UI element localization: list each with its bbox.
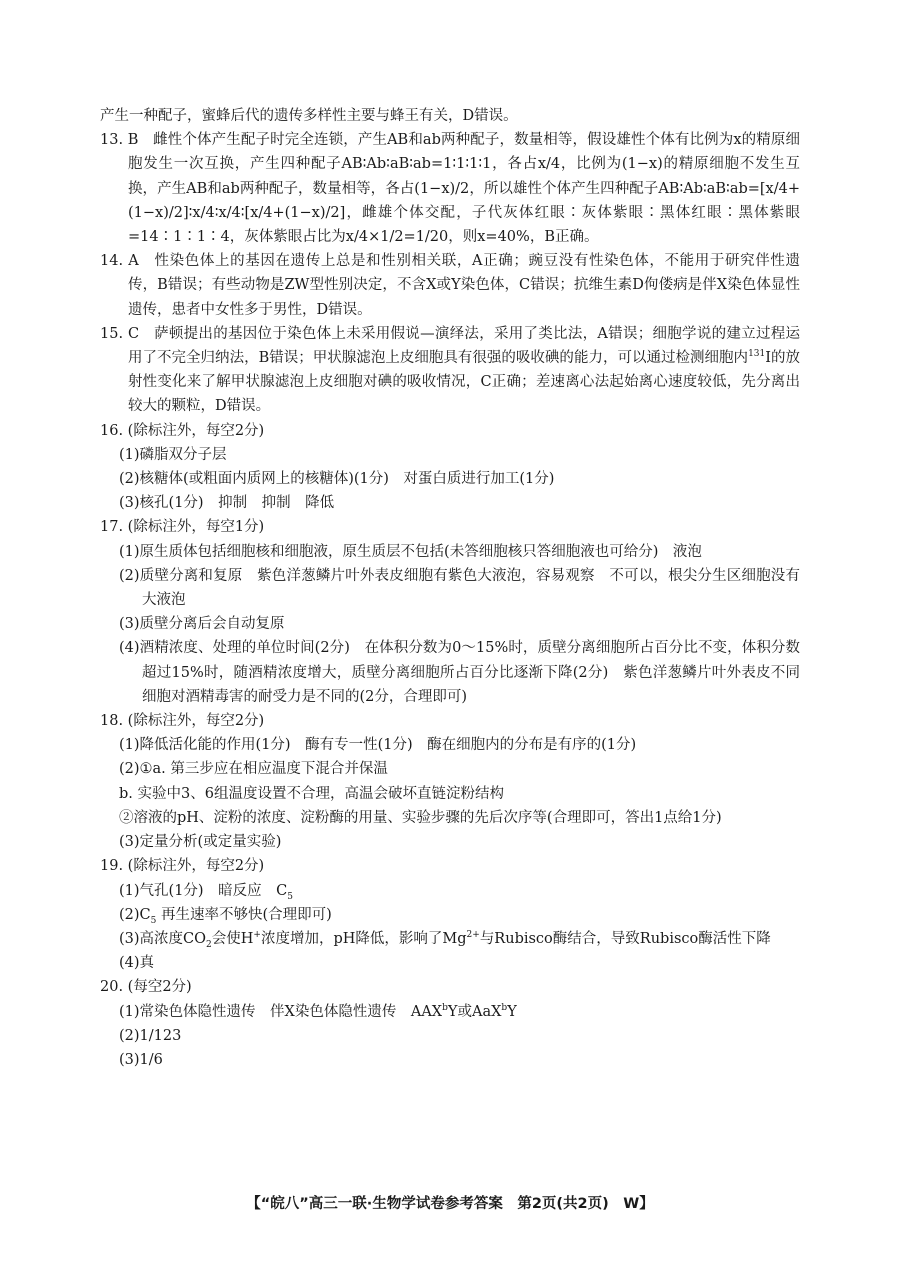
superscript-plus: + (253, 930, 261, 941)
answer-17-4: (4)酒精浓度、处理的单位时间(2分) 在体积分数为0～15%时，质壁分离细胞所占百分比不变，体积分数超过15%时，随酒精浓度增大，质壁分离细胞所占百分比逐渐下降(2分) 紫色洋葱鳞片叶外表皮不同细胞对酒精毒害的耐受力是不同的(2分，合理即可) (119, 640, 800, 705)
answer-20-1-b: Y或AaX (447, 1003, 502, 1020)
superscript-b: b (442, 1002, 448, 1013)
answer-17-header: 17. (除标注外，每空1分) (100, 519, 265, 536)
answer-19-3 (119, 927, 800, 951)
answer-19-2-text: (2)C (119, 906, 151, 923)
answer-16-1: (1)磷脂双分子层 (119, 446, 227, 463)
answer-20-1-a: (1)常染色体隐性遗传 伴X染色体隐性遗传 AAX (119, 1003, 443, 1020)
subscript-2: 2 (206, 939, 212, 950)
page-footer: 【“皖八”高三一联·生物学试卷参考答案 第2页(共2页) W】 (246, 1196, 654, 1212)
subscript-5: 5 (287, 891, 293, 902)
answer-19-1 (119, 879, 800, 903)
answer-15 (100, 322, 800, 419)
answer-20-header: 20. (每空2分) (100, 979, 192, 996)
answer-16-header: 16. (除标注外，每空2分) (100, 422, 265, 439)
answer-19-3-b: 会使H (211, 930, 254, 947)
superscript-b: b (501, 1002, 508, 1013)
answer-16-2: (2)核糖体(或粗面内质网上的核糖体)(1分) 对蛋白质进行加工(1分) (119, 471, 555, 488)
answer-18-1: (1)降低活化能的作用(1分) 酶有专一性(1分) 酶在细胞内的分布是有序的(1分) (119, 737, 637, 754)
answer-19-3-d: 与Rubisco酶结合，导致Rubisco酶活性下降 (479, 930, 771, 947)
answer-16-3: (3)核孔(1分) 抑制 抑制 降低 (119, 495, 335, 512)
answer-17-1: (1)原生质体包括细胞核和细胞液，原生质层不包括(未答细胞核只答细胞液也可给分) 液泡 (119, 543, 702, 560)
answer-19-2 (119, 903, 800, 927)
answer-19-3-c: 浓度增加，pH降低，影响了Mg (260, 930, 467, 947)
answer-15-part2: I的放射性变化来了解甲状腺滤泡上皮细胞对碘的吸收情况，C正确；差速离心法起始离心速度较低，先分离出较大的颗粒，D错误。 (128, 350, 800, 415)
answer-19-4: (4)真 (119, 955, 155, 972)
answer-19-header: 19. (除标注外，每空2分) (100, 858, 265, 875)
answer-19-2-rest: 再生速率不够快(合理即可) (156, 906, 332, 923)
answer-19-3-a: (3)高浓度CO (119, 930, 207, 947)
answer-18-2b: b. 实验中3、6组温度设置不合理，高温会破坏直链淀粉结构 (119, 785, 504, 802)
answer-13: 13. B 雌性个体产生配子时完全连锁，产生AB和ab两种配子，数量相等，假设雄性个体有比例为x的精原细胞发生一次互换，产生四种配子AB∶Ab∶aB∶ab=1∶1∶1∶1，各占x/4，比例为(1−x)的精原细胞不发生互换，产生AB和ab两种配子，数量相等，各占(1−x)/2，所以雄性个体产生四种配子AB∶Ab∶aB∶ab=[x/4+(1−x)/2]∶x/4∶x/4∶[x/4+(1−x)/2]，雌雄个体交配，子代灰体红眼∶灰体紫眼∶黑体红眼∶黑体紫眼=14∶1∶1∶4，灰体紫眼占比为x/4×1/2=1/20，则x=40%，B正确。 (100, 132, 800, 246)
answer-17-3: (3)质壁分离后会自动复原 (119, 616, 285, 633)
isotope-superscript: 131 (748, 349, 766, 360)
answer-20-1 (119, 1000, 800, 1024)
superscript-2plus: 2+ (466, 930, 480, 941)
answer-18-header: 18. (除标注外，每空2分) (100, 713, 265, 730)
answer-20-2: (2)1/123 (119, 1027, 182, 1044)
answer-20-3: (3)1/6 (119, 1051, 163, 1068)
answer-line: 产生一种配子，蜜蜂后代的遗传多样性主要与蜂王有关，D错误。 (100, 108, 518, 124)
answer-18-2a: (2)①a. 第三步应在相应温度下混合并保温 (119, 761, 388, 778)
answer-20-1-c: Y (507, 1003, 517, 1020)
answer-18-3: (3)定量分析(或定量实验) (119, 834, 282, 851)
answer-15-part1: 15. C 萨顿提出的基因位于染色体上未采用假说—演绎法，采用了类比法，A错误；细胞学说的建立过程运用了不完全归纳法，B错误；甲状腺滤泡上皮细胞具有很强的吸收碘的能力，可以通过检测细胞内 (100, 325, 800, 367)
answer-content (100, 104, 800, 1072)
answer-17-2: (2)质壁分离和复原 紫色洋葱鳞片叶外表皮细胞有紫色大液泡，容易观察 不可以，根尖分生区细胞没有大液泡 (119, 567, 800, 609)
answer-14: 14. A 性染色体上的基因在遗传上总是和性别相关联，A正确；豌豆没有性染色体，不能用于研究伴性遗传，B错误；有些动物是ZW型性别决定，不含X或Y染色体，C错误；抗维生素D佝偻病是伴X染色体显性遗传，患者中女性多于男性，D错误。 (100, 253, 800, 318)
answer-19-1-text: (1)气孔(1分) 暗反应 C (119, 882, 288, 899)
subscript-5: 5 (150, 915, 157, 926)
answer-18-2c: ②溶液的pH、淀粉的浓度、淀粉酶的用量、实验步骤的先后次序等(合理即可，答出1点给1分) (119, 809, 722, 826)
